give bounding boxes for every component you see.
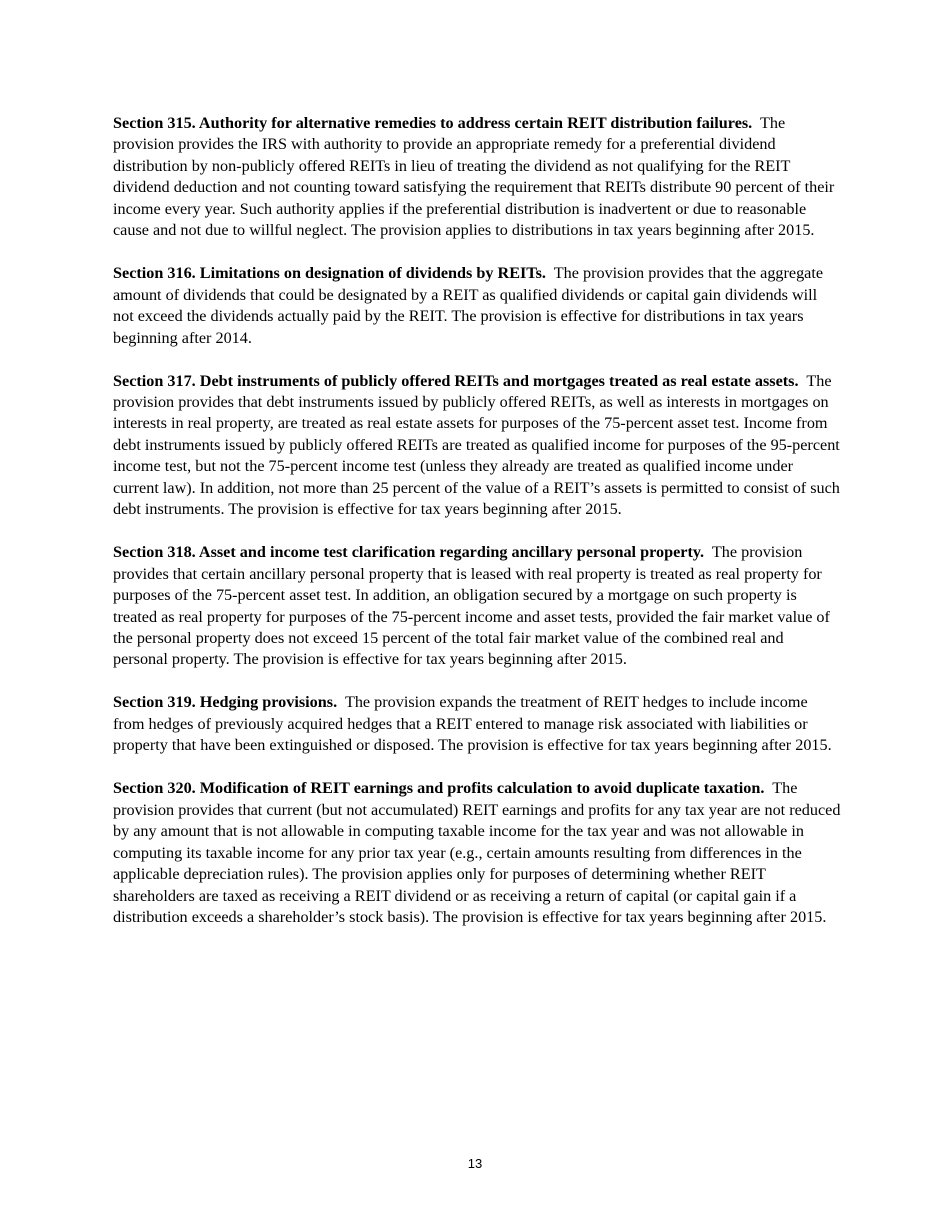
section-316 xyxy=(113,263,841,349)
document-body xyxy=(113,113,841,950)
section-heading: Section 315. Authority for alternative remedies to address certain REIT distribution failures. xyxy=(113,114,753,132)
section-body: The provision provides that current (but not accumulated) REIT earnings and profits for any tax year are not reduced by any amount that is not allowable in computing taxable income for the tax year and was not allowable in computing its taxable income for any prior tax year (e.g., certain amounts resulting from differences in the applicable depreciation rules). The provision applies only for purposes of determining whether REIT shareholders are taxed as receiving a REIT dividend or as receiving a return of capital (or capital gain if a distribution exceeds a shareholder’s stock basis). The provision is effective for tax years beginning after 2015. xyxy=(113,779,841,926)
section-319 xyxy=(113,692,841,756)
section-heading: Section 318. Asset and income test clarification regarding ancillary personal property. xyxy=(113,543,705,562)
section-body: The provision provides that debt instruments issued by publicly offered REITs, as well as interests in mortgages on interests in real property, are treated as real estate assets for purposes of the 75-percent asset test. Income from debt instruments issued by publicly offered REITs are treated as qualified income for purposes of the 95-percent income test, but not the 75-percent income test (unless they already are treated as qualified income under current law). In addition, not more than 25 percent of the value of a REIT’s assets is permitted to consist of such debt instruments. The provision is effective for tax years beginning after 2015. xyxy=(113,371,840,519)
section-318 xyxy=(113,542,841,671)
section-317 xyxy=(113,371,841,521)
section-heading: Section 319. Hedging provisions. xyxy=(113,693,338,712)
section-320 xyxy=(113,778,841,928)
section-heading: Section 317. Debt instruments of publicly offered REITs and mortgages treated as real estate assets. xyxy=(113,371,799,390)
section-body: The provision provides the IRS with authority to provide an appropriate remedy for a preferential dividend distribution by non-publicly offered REITs in lieu of treating the dividend as not qualifying for the REIT dividend deduction and not counting toward satisfying the requirement that REITs distribute 90 percent of their income every year. Such authority applies if the preferential distribution is inadvertent or due to reasonable cause and not due to willful neglect. The provision applies to distributions in tax years beginning after 2015. xyxy=(113,114,835,240)
section-heading: Section 320. Modification of REIT earnings and profits calculation to avoid duplicate taxation. xyxy=(113,779,765,798)
section-body: The provision provides that certain ancillary personal property that is leased with real property is treated as real property for purposes of the 75-percent asset test. In addition, an obligation secured by a mortgage on such property is treated as real property for purposes of the 75-percent income and asset tests, provided the fair market value of the personal property does not exceed 15 percent of the total fair market value of the combined real and personal property. The provision is effective for tax years beginning after 2015. xyxy=(113,543,830,669)
section-heading: Section 316. Limitations on designation of dividends by REITs. xyxy=(113,264,546,283)
section-body: The provision provides that the aggregate amount of dividends that could be designated by a REIT as qualified dividends or capital gain dividends will not exceed the dividends actually paid by the REIT. The provision is effective for distributions in tax years beginning after 2014. xyxy=(113,264,824,347)
section-body: The provision expands the treatment of REIT hedges to include income from hedges of previously acquired hedges that a REIT entered to manage risk associated with liabilities or property that have been extinguished or disposed. The provision is effective for tax years beginning after 2015. xyxy=(113,693,832,755)
page-number: 13 xyxy=(467,1156,483,1171)
section-315 xyxy=(113,113,841,242)
